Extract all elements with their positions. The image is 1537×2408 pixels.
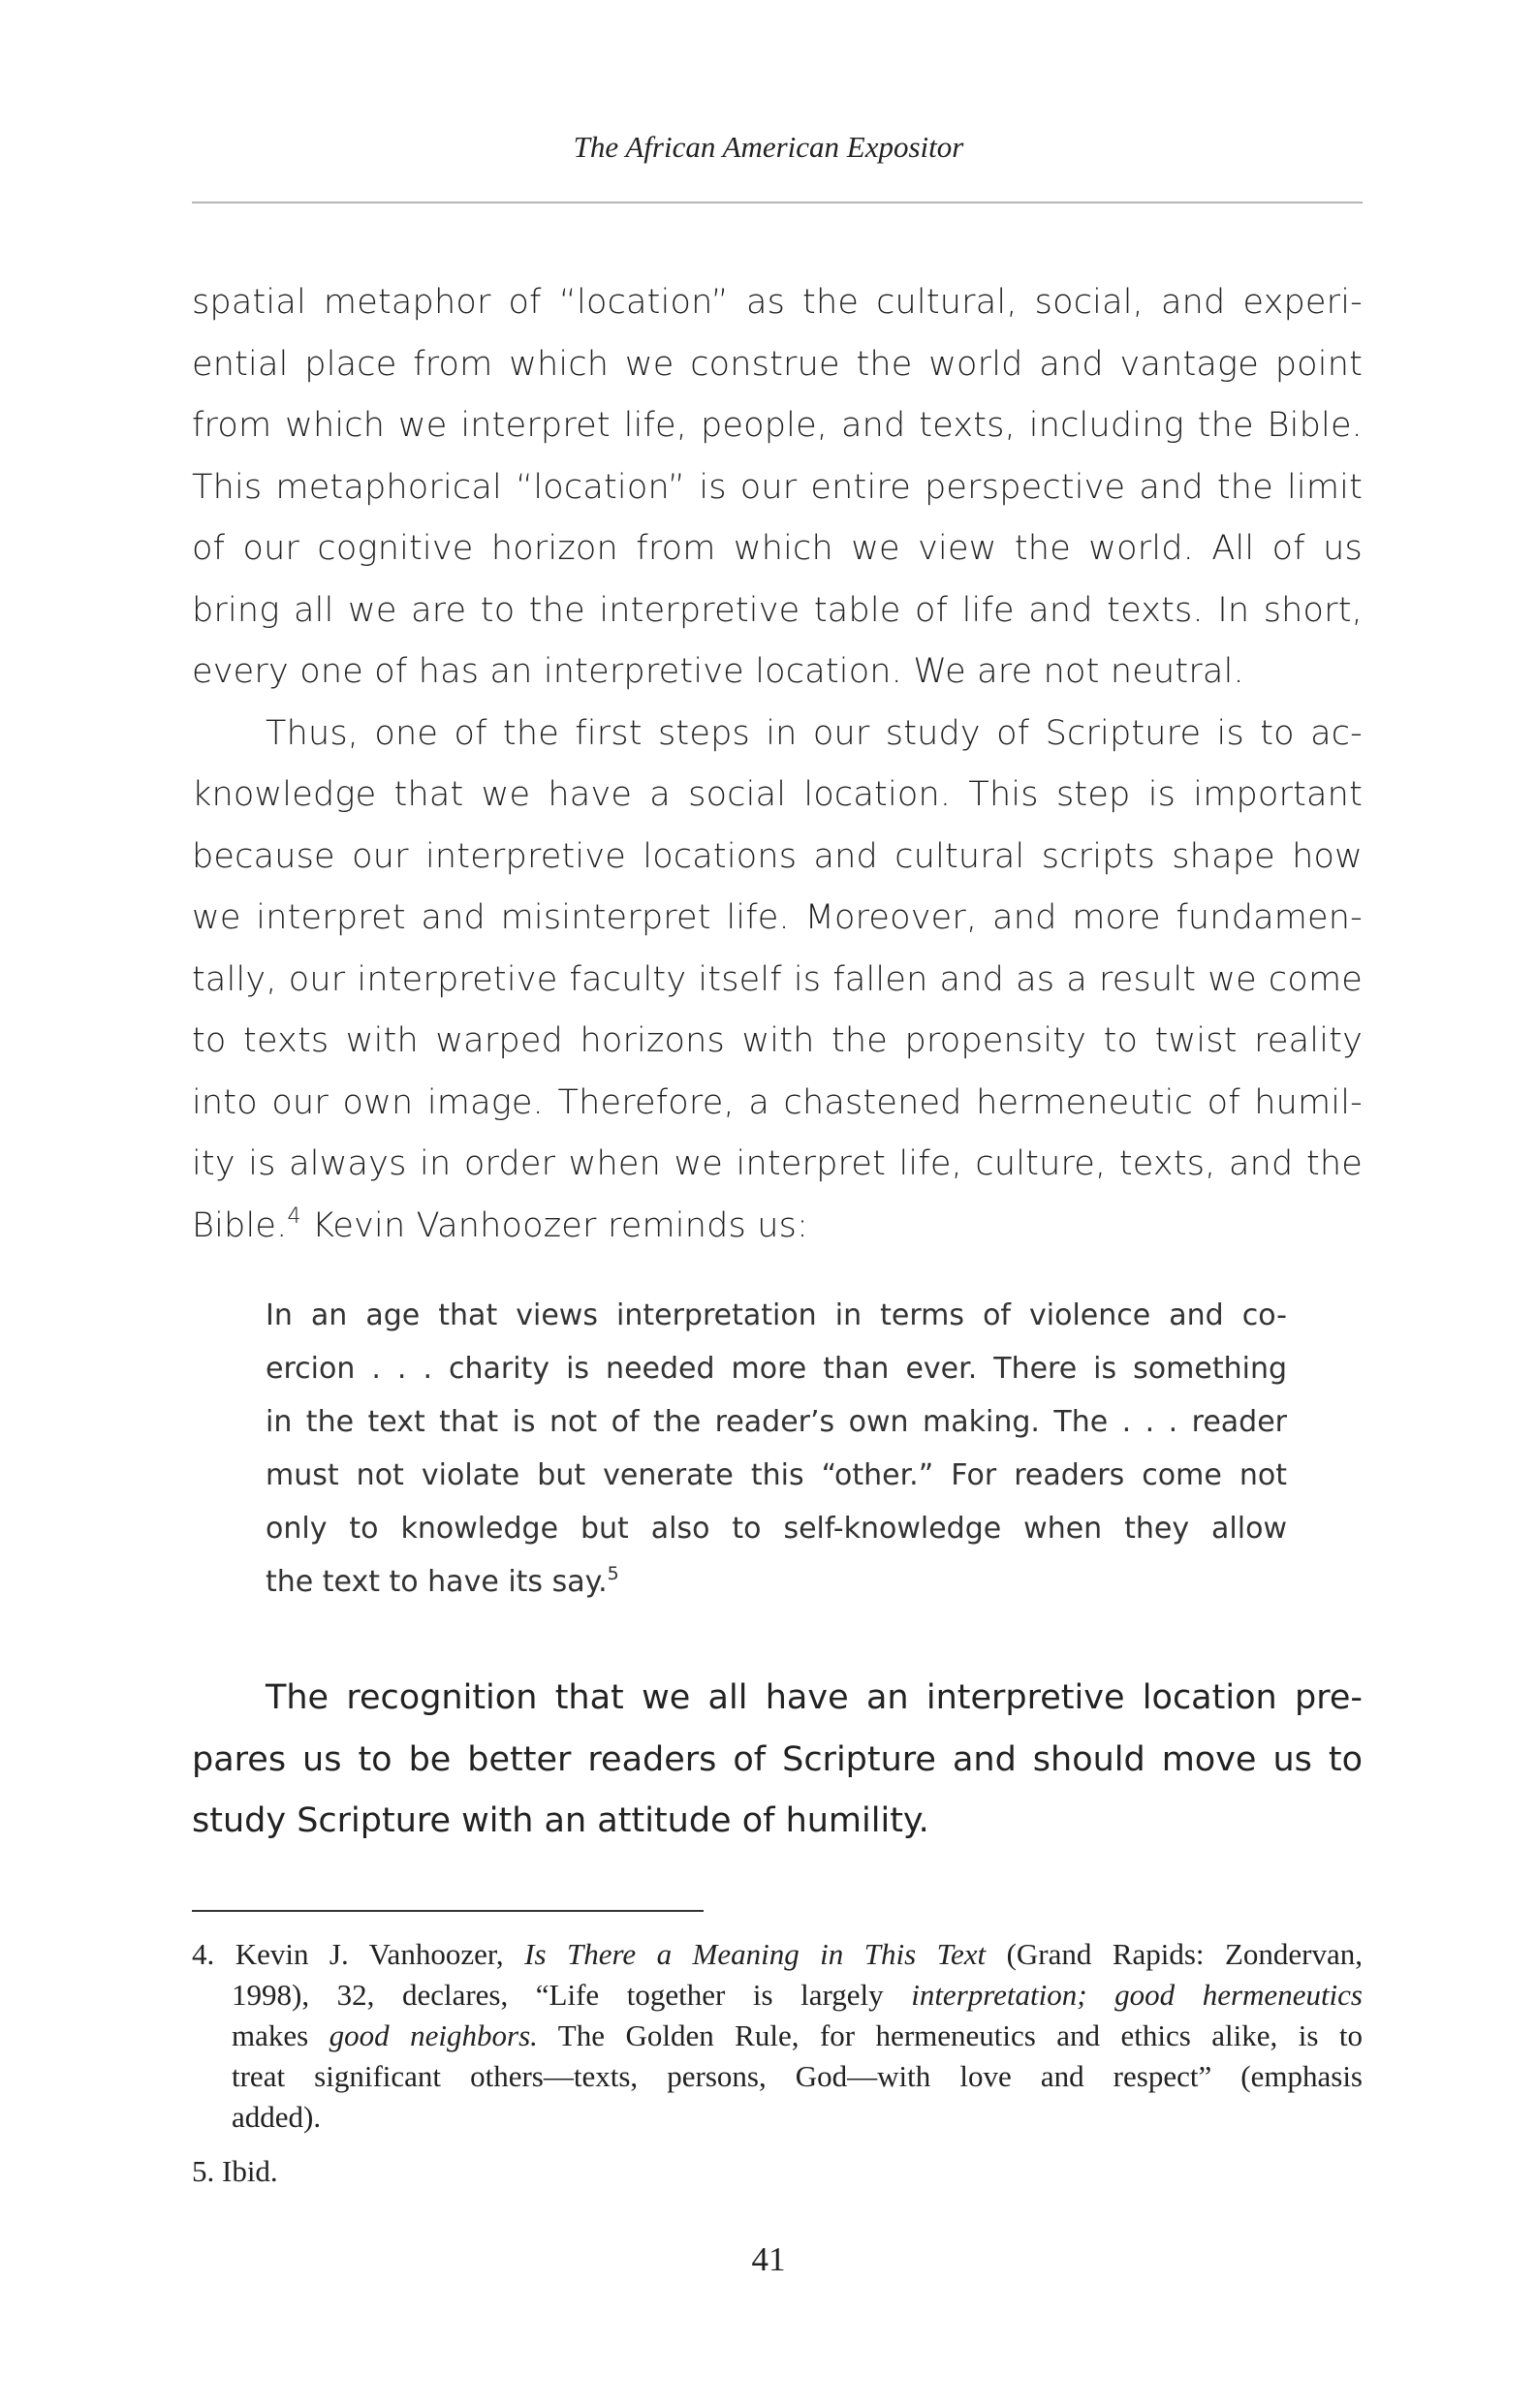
text-line: tally, our interpretive faculty itself is fallen and as a result we come: [192, 959, 1363, 999]
quote-line: only to knowledge but also to self-knowledge when they allow: [266, 1512, 1287, 1546]
emphasis: good hermeneutics: [1114, 1978, 1363, 2012]
footnotes: [192, 1934, 1363, 2192]
block-quote: [266, 1289, 1287, 1609]
text-line: Thus, one of the first steps in our study of Scripture is to ac-: [266, 713, 1363, 753]
header-rule: [192, 202, 1363, 203]
quote-line: In an age that views interpretation in terms of violence and co-: [266, 1298, 1287, 1332]
footnote-author: Kevin J. Vanhoozer,: [235, 1937, 504, 1971]
text-fragment: makes: [232, 2018, 309, 2052]
footnote-line: [192, 1975, 1363, 2016]
footnote-4: [192, 1934, 1363, 2138]
text-line: every one of has an interpretive location. We are not neutral.: [192, 652, 1244, 691]
emphasis: good neighbors.: [329, 2018, 538, 2052]
text-line: [192, 1196, 1363, 1258]
text-line: The recognition that we all have an interpretive location pre-: [266, 1678, 1363, 1717]
main-text: [192, 272, 1363, 1257]
text-line: from which we interpret life, people, and texts, including the Bible.: [192, 406, 1363, 445]
text-line: This metaphorical “location” is our entire perspective and the limit: [192, 467, 1363, 507]
text-line: ity is always in order when we interpret life, culture, texts, and the: [192, 1144, 1363, 1183]
text-line: study Scripture with an attitude of humility.: [192, 1801, 929, 1840]
footnote-line: [192, 2151, 1363, 2192]
page-number: 41: [751, 2240, 786, 2278]
footnote-line: treat significant others—texts, persons, God—with love and respect” (emphasis: [232, 2059, 1363, 2093]
quote-line: must not violate but venerate this “other.” For readers come not: [266, 1458, 1287, 1492]
quote-line: [266, 1555, 1287, 1609]
text-fragment: 1998), 32, declares, “Life together is largely: [232, 1978, 884, 2012]
footnote-number: 5.: [192, 2154, 215, 2188]
quote-line: in the text that is not of the reader’s own making. The . . . reader: [266, 1405, 1287, 1439]
footnote-ref-5[interactable]: 5: [607, 1563, 619, 1584]
text-line: bring all we are to the interpretive table of life and texts. In short,: [192, 590, 1363, 630]
text-line: pares us to be better readers of Scripture and should move us to: [192, 1739, 1363, 1779]
text-line: into our own image. Therefore, a chastened hermeneutic of humil-: [192, 1082, 1363, 1122]
paragraph-3: [192, 1668, 1363, 1853]
footnote-number: 4.: [192, 1937, 215, 1971]
text-fragment: The Golden Rule, for hermeneutics and ethics alike, is to: [557, 2018, 1363, 2052]
text-line: ential place from which we construe the world and vantage point: [192, 344, 1363, 384]
footnote-book-title: Is There a Meaning in This Text: [524, 1937, 987, 1971]
text-line: of our cognitive horizon from which we view the world. All of us: [192, 529, 1363, 568]
footnote-rule: [192, 1910, 704, 1912]
footnote-line: [192, 2016, 1363, 2056]
text-line: to texts with warped horizons with the propensity to twist reality: [192, 1021, 1363, 1060]
footnote-5: [192, 2151, 1363, 2192]
spacer: [192, 2138, 1363, 2151]
text-line: knowledge that we have a social location. This step is important: [192, 775, 1363, 814]
text-line: spatial metaphor of “location” as the cultural, social, and experi-: [192, 283, 1363, 322]
text-fragment: Bible.: [192, 1205, 288, 1245]
paragraph-2: [192, 704, 1363, 1258]
footnote-text: Ibid.: [222, 2154, 278, 2188]
emphasis: interpretation;: [911, 1978, 1087, 2012]
running-head: The African American Expositor: [573, 130, 964, 164]
footnote-ref-4[interactable]: 4: [287, 1204, 301, 1229]
text-fragment: (Grand Rapids: Zondervan,: [1006, 1937, 1364, 1971]
paragraph-1: [192, 272, 1363, 704]
quote-line: ercion . . . charity is needed more than ever. There is something: [266, 1352, 1287, 1386]
text-line: because our interpretive locations and cultural scripts shape how: [192, 836, 1363, 876]
text-line: we interpret and misinterpret life. Moreover, and more fundamen-: [192, 898, 1363, 937]
text-fragment: Kevin Vanhoozer reminds us:: [300, 1205, 809, 1245]
footnote-line: [192, 1934, 1363, 1975]
footnote-line: added).: [232, 2100, 322, 2134]
text-fragment: the text to have its say.: [266, 1565, 608, 1599]
